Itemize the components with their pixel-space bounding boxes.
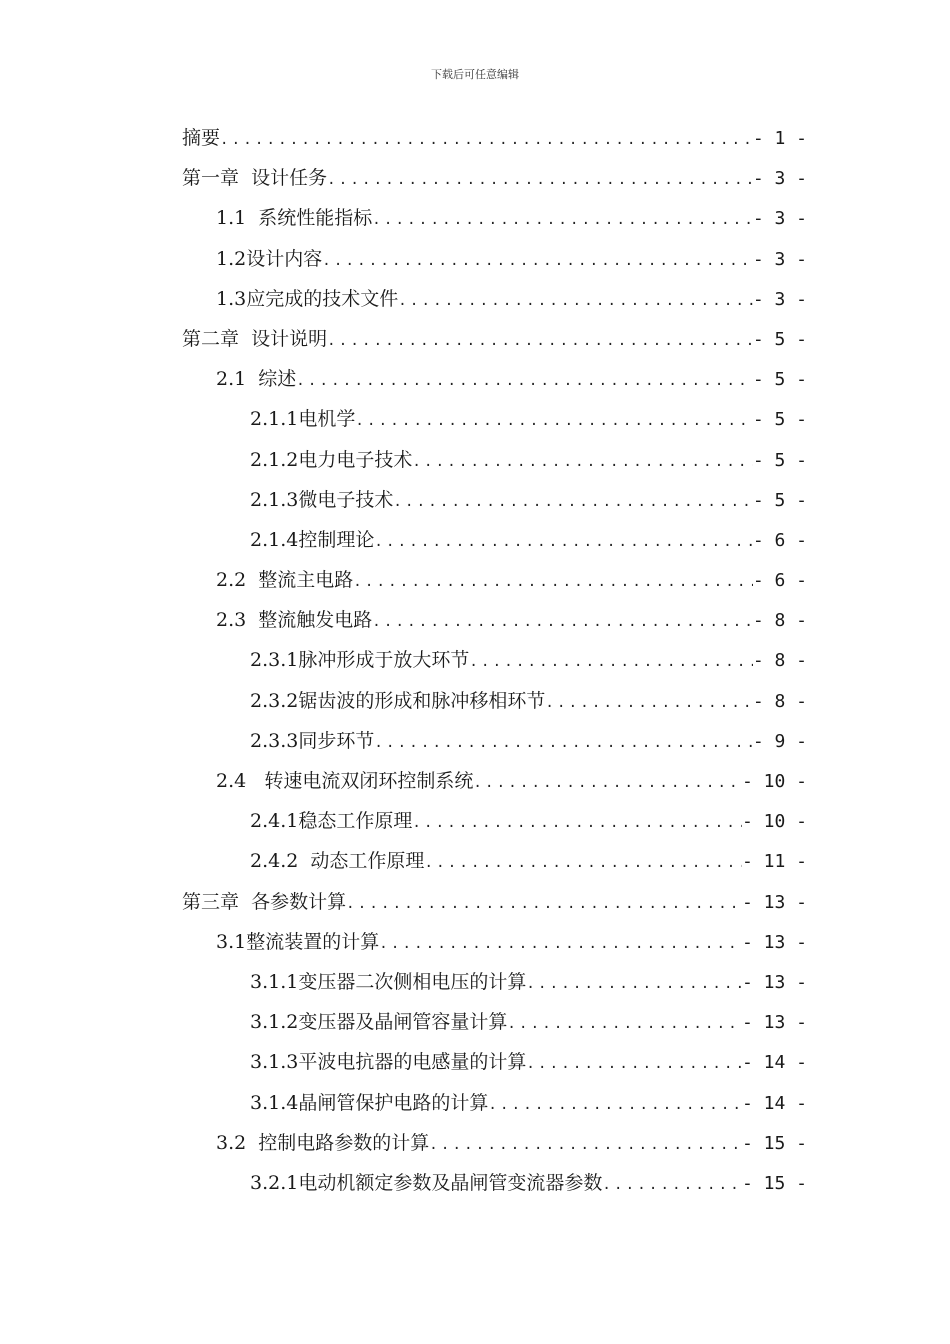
toc-entry-page: - 9 - bbox=[752, 730, 807, 752]
toc-entry-title: 2.3.1脉冲形成于放大环节 bbox=[250, 649, 470, 672]
page-header-note: 下载后可任意编辑 bbox=[431, 68, 519, 81]
toc-entry-title: 3.1.2变压器及晶闸管容量计算 bbox=[250, 1011, 508, 1034]
toc-entry[interactable] bbox=[182, 359, 807, 399]
toc-dot-leader bbox=[526, 1044, 742, 1084]
toc-entry[interactable] bbox=[182, 761, 807, 801]
toc-entry[interactable] bbox=[182, 841, 807, 881]
toc-entry-title: 2.4.1稳态工作原理 bbox=[250, 810, 413, 833]
toc-entry-page: - 8 - bbox=[752, 650, 807, 672]
toc-entry[interactable] bbox=[182, 520, 807, 560]
toc-entry-page: - 3 - bbox=[752, 248, 807, 270]
toc-entry-title: 2.3.3同步环节 bbox=[250, 729, 375, 752]
toc-entry-page: - 13 - bbox=[741, 931, 807, 953]
toc-dot-leader bbox=[346, 884, 742, 924]
toc-entry-title: 3.1.4晶闸管保护电路的计算 bbox=[250, 1091, 489, 1114]
toc-dot-leader bbox=[473, 763, 742, 803]
toc-entry-title: 1.1 系统性能指标 bbox=[216, 207, 373, 230]
toc-entry-title: 3.2.1电动机额定参数及晶闸管变流器参数 bbox=[250, 1171, 603, 1194]
toc-dot-leader bbox=[602, 1165, 742, 1205]
toc-entry-title: 摘要 bbox=[182, 127, 221, 149]
toc-entry[interactable] bbox=[182, 239, 807, 279]
toc-entry-page: - 11 - bbox=[741, 851, 807, 873]
toc-entry-page: - 5 - bbox=[752, 409, 807, 431]
toc-entry[interactable] bbox=[182, 279, 807, 319]
toc-entry-title: 3.1.3平波电抗器的电感量的计算 bbox=[250, 1051, 527, 1074]
toc-entry-title: 2.3 整流触发电路 bbox=[216, 609, 373, 632]
toc-entry[interactable] bbox=[182, 560, 807, 600]
toc-entry[interactable] bbox=[182, 640, 807, 680]
toc-dot-leader bbox=[488, 1085, 742, 1125]
toc-dot-leader bbox=[327, 321, 753, 361]
toc-entry-title: 2.4 转速电流双闭环控制系统 bbox=[216, 770, 474, 792]
toc-dot-leader bbox=[374, 522, 752, 562]
toc-entry-page: - 6 - bbox=[752, 570, 807, 592]
toc-dot-leader bbox=[545, 683, 752, 723]
toc-entry[interactable] bbox=[182, 600, 807, 640]
toc-entry-page: - 5 - bbox=[752, 369, 807, 391]
toc-entry-page: - 5 - bbox=[752, 449, 807, 471]
toc-entry[interactable] bbox=[182, 198, 807, 238]
toc-dot-leader bbox=[393, 482, 752, 522]
toc-entry-title: 2.1.2电力电子技术 bbox=[250, 448, 413, 471]
toc-entry-title: 第三章 各参数计算 bbox=[182, 890, 347, 913]
toc-entry-title: 2.1.1电机学 bbox=[250, 408, 356, 431]
toc-entry[interactable] bbox=[182, 118, 807, 158]
table-of-contents bbox=[182, 118, 807, 1203]
toc-entry-title: 3.2 控制电路参数的计算 bbox=[216, 1131, 430, 1154]
toc-entry[interactable] bbox=[182, 480, 807, 520]
toc-entry[interactable] bbox=[182, 962, 807, 1002]
toc-dot-leader bbox=[296, 361, 753, 401]
toc-entry-title: 1.3应完成的技术文件 bbox=[216, 287, 399, 310]
toc-dot-leader bbox=[355, 401, 752, 441]
toc-entry-page: - 15 - bbox=[741, 1172, 807, 1194]
toc-entry-title: 2.2 整流主电路 bbox=[216, 569, 354, 592]
toc-entry-title: 第一章 设计任务 bbox=[182, 167, 328, 190]
toc-entry-page: - 13 - bbox=[741, 971, 807, 993]
toc-entry-page: - 8 - bbox=[752, 690, 807, 712]
toc-dot-leader bbox=[372, 602, 753, 642]
toc-dot-leader bbox=[412, 803, 742, 843]
toc-entry-page: - 6 - bbox=[752, 529, 807, 551]
toc-entry-page: - 10 - bbox=[741, 771, 807, 792]
toc-entry[interactable] bbox=[182, 801, 807, 841]
toc-entry[interactable] bbox=[182, 399, 807, 439]
toc-entry-page: - 5 - bbox=[752, 489, 807, 511]
toc-dot-leader bbox=[424, 843, 742, 883]
toc-entry[interactable] bbox=[182, 1123, 807, 1163]
toc-dot-leader bbox=[353, 562, 753, 602]
toc-entry[interactable] bbox=[182, 1163, 807, 1203]
toc-entry-page: - 15 - bbox=[741, 1132, 807, 1154]
toc-dot-leader bbox=[379, 924, 742, 964]
toc-entry-title: 2.4.2 动态工作原理 bbox=[250, 850, 425, 873]
toc-entry-page: - 3 - bbox=[752, 288, 807, 310]
toc-entry[interactable] bbox=[182, 721, 807, 761]
toc-entry-title: 2.1.4控制理论 bbox=[250, 528, 375, 551]
toc-entry-page: - 13 - bbox=[741, 1012, 807, 1034]
toc-entry-page: - 3 - bbox=[752, 168, 807, 190]
toc-entry-page: - 3 - bbox=[752, 208, 807, 230]
toc-entry[interactable] bbox=[182, 1042, 807, 1082]
toc-entry-title: 2.1 综述 bbox=[216, 368, 297, 391]
toc-entry-title: 2.3.2锯齿波的形成和脉冲移相环节 bbox=[250, 689, 546, 712]
toc-entry[interactable] bbox=[182, 319, 807, 359]
toc-entry-page: - 14 - bbox=[741, 1052, 807, 1074]
toc-entry[interactable] bbox=[182, 882, 807, 922]
toc-dot-leader bbox=[412, 442, 752, 482]
toc-dot-leader bbox=[372, 200, 753, 240]
toc-dot-leader bbox=[507, 1004, 742, 1044]
toc-dot-leader bbox=[374, 723, 752, 763]
toc-entry-title: 3.1整流装置的计算 bbox=[216, 930, 380, 953]
toc-entry-page: - 13 - bbox=[741, 891, 807, 913]
toc-dot-leader bbox=[429, 1125, 742, 1165]
toc-entry-page: - 5 - bbox=[752, 328, 807, 350]
toc-dot-leader bbox=[469, 642, 752, 682]
toc-entry-title: 1.2设计内容 bbox=[216, 247, 323, 270]
toc-dot-leader bbox=[526, 964, 742, 1004]
toc-entry-page: - 8 - bbox=[752, 610, 807, 632]
toc-entry-title: 第二章 设计说明 bbox=[182, 327, 328, 350]
toc-entry-title: 3.1.1变压器二次侧相电压的计算 bbox=[250, 970, 527, 993]
toc-entry-page: - 14 - bbox=[741, 1092, 807, 1114]
toc-dot-leader bbox=[398, 281, 753, 321]
toc-entry[interactable] bbox=[182, 1002, 807, 1042]
toc-entry[interactable] bbox=[182, 1083, 807, 1123]
toc-dot-leader bbox=[322, 241, 753, 281]
toc-entry[interactable] bbox=[182, 158, 807, 198]
toc-entry-title: 2.1.3微电子技术 bbox=[250, 488, 394, 511]
toc-entry[interactable] bbox=[182, 922, 807, 962]
toc-dot-leader bbox=[327, 160, 753, 200]
toc-entry[interactable] bbox=[182, 681, 807, 721]
toc-entry-page: - 1 - bbox=[752, 128, 807, 149]
toc-entry-page: - 10 - bbox=[741, 811, 807, 833]
toc-entry[interactable] bbox=[182, 440, 807, 480]
toc-dot-leader bbox=[220, 120, 753, 160]
